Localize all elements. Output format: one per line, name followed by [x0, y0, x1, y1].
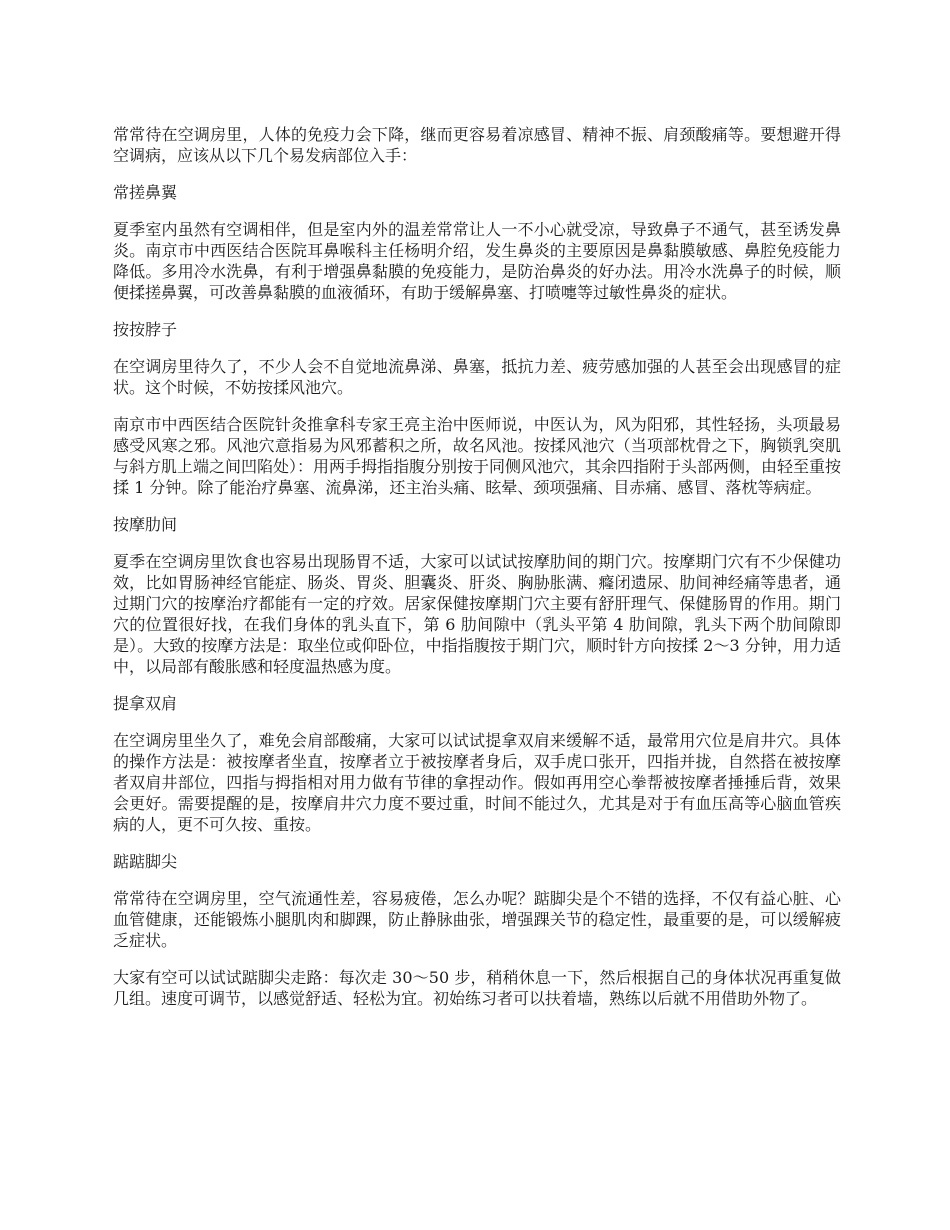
section-heading: 踮踮脚尖: [113, 852, 178, 871]
section-heading: 按摩肋间: [113, 515, 178, 534]
section-paragraph: 大家有空可以试试踮脚尖走路：每次走 30～50 步，稍稍休息一下，然后根据自己的身体状况再重复做几组。速度可调节，以感觉舒适、轻松为宜。初始练习者可以扶着墙，熟练以后就不用借助外物了。: [113, 968, 841, 1008]
section-tiptoe: [113, 851, 841, 1009]
intro-paragraph: 常常待在空调房里，人体的免疫力会下降，继而更容易着凉感冒、精神不振、肩颈酸痛等。要想避开得空调病，应该从以下几个易发病部位入手：: [113, 125, 841, 165]
section-shoulders: [113, 693, 841, 835]
section-paragraph: 在空调房里坐久了，难免会肩部酸痛，大家可以试试提拿双肩来缓解不适，最常用穴位是肩井穴。具体的操作方法是：被按摩者坐直，按摩者立于被按摩者身后，双手虎口张开，四指并拢，自然搭在被按摩者双肩井部位，四指与拇指相对用力做有节律的拿捏动作。假如再用空心拳帮被按摩者捶捶后背，效果会更好。需要提醒的是，按摩肩井穴力度不要过重，时间不能过久，尤其是对于有血压高等心脑血管疾病的人，更不可久按、重按。: [113, 731, 841, 834]
section-nose: [113, 182, 841, 303]
article: [113, 124, 841, 1025]
section-paragraph: 夏季室内虽然有空调相伴，但是室内外的温差常常让人一不小心就受凉，导致鼻子不通气，甚至诱发鼻炎。南京市中西医结合医院耳鼻喉科主任杨明介绍，发生鼻炎的主要原因是鼻黏膜敏感、鼻腔免疫能力降低。多用冷水洗鼻，有利于增强鼻黏膜的免疫能力，是防治鼻炎的好办法。用冷水洗鼻子的时候，顺便揉搓鼻翼，可改善鼻黏膜的血液循环，有助于缓解鼻塞、打喷嚏等过敏性鼻炎的症状。: [113, 220, 841, 302]
section-heading: 提拿双肩: [113, 694, 178, 713]
section-paragraph: 在空调房里待久了，不少人会不自觉地流鼻涕、鼻塞，抵抗力差、疲劳感加强的人甚至会出现感冒的症状。这个时候，不妨按揉风池穴。: [113, 357, 841, 397]
section-paragraph: 夏季在空调房里饮食也容易出现肠胃不适，大家可以试试按摩肋间的期门穴。按摩期门穴有不少保健功效，比如胃肠神经官能症、肠炎、胃炎、胆囊炎、肝炎、胸胁胀满、癃闭遗尿、肋间神经痛等患者，通过期门穴的按摩治疗都能有一定的疗效。居家保健按摩期门穴主要有舒肝理气、保健肠胃的作用。期门穴的位置很好找，在我们身体的乳头直下，第 6 肋间隙中（乳头平第 4 肋间隙，乳头下两个肋间隙即是）。大致的按摩方法是：取坐位或仰卧位，中指指腹按于期门穴，顺时针方向按揉 2～3 分钟，用力适中，以局部有酸胀感和轻度温热感为度。: [113, 552, 841, 676]
section-heading: 常搓鼻翼: [113, 183, 178, 202]
section-paragraph: 常常待在空调房里，空气流通性差，容易疲倦，怎么办呢？踮脚尖是个不错的选择，不仅有益心脏、心血管健康，还能锻炼小腿肌肉和脚踝，防止静脉曲张，增强踝关节的稳定性，最重要的是，可以缓解疲乏症状。: [113, 889, 841, 950]
section-paragraph: 南京市中西医结合医院针灸推拿科专家王亮主治中医师说，中医认为，风为阳邪，其性轻扬，头项最易感受风寒之邪。风池穴意指易为风邪蓄积之所，故名风池。按揉风池穴（当项部枕骨之下，胸锁乳突肌与斜方肌上端之间凹陷处）：用两手拇指指腹分别按于同侧风池穴，其余四指附于头部两侧，由轻至重按揉 1 分钟。除了能治疗鼻塞、流鼻涕，还主治头痛、眩晕、颈项强痛、目赤痛、感冒、落枕等病症。: [113, 415, 842, 497]
section-neck: [113, 319, 841, 498]
section-heading: 按按脖子: [113, 320, 178, 339]
section-ribs: [113, 514, 841, 677]
